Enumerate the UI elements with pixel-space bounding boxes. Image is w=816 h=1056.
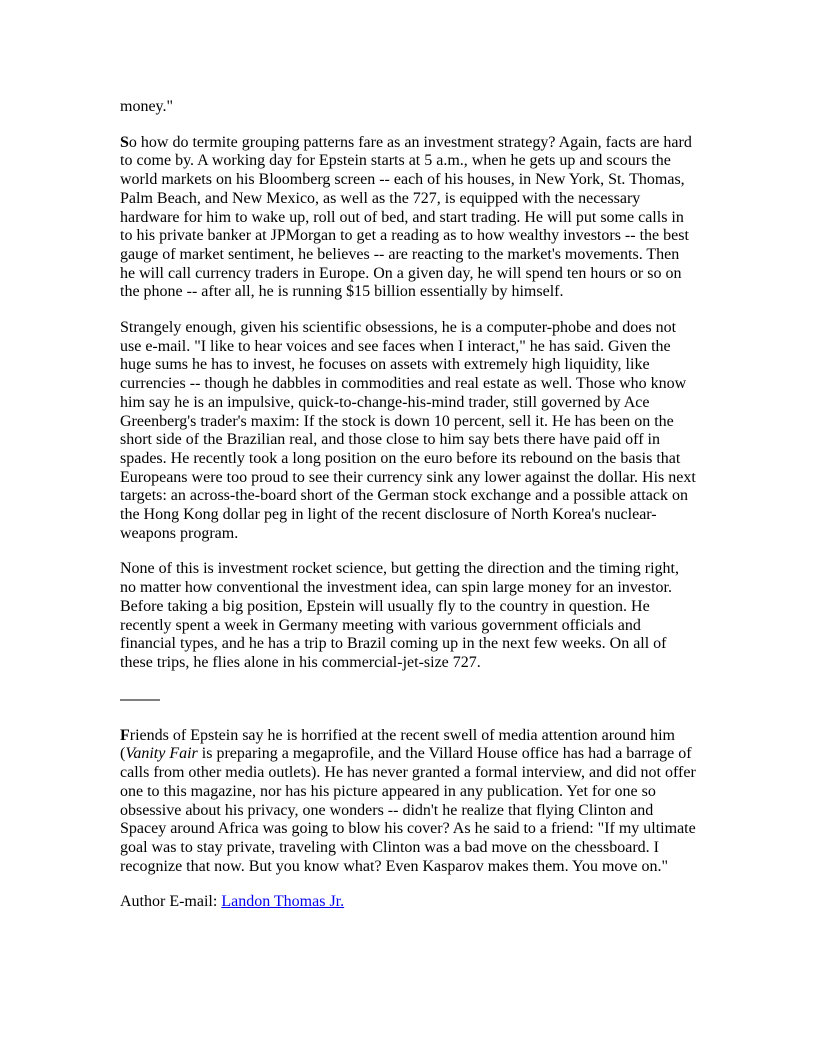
- paragraph-text: Strangely enough, given his scientific obsessions, he is a computer-phobe and does not use e-mail. "I like to hear voices and see faces when I interact," he has said. Given the huge sums he has to invest, he focuses on assets with extremely high liquidity, like currencies -- though he dabbles in commodities and real estate as well. Those who know him say he is an impulsive, quick-to-change-his-mind trader, still governed by Ace Greenberg's trader's maxim: If the stock is down 10 percent, sell it. He has been on the short side of the Brazilian real, and those close to him say bets there have paid off in spades. He recently took a long position on the euro before its rebound on the basis that Europeans were too proud to see their currency sink any lower against the dollar. His next targets: an across-the-board short of the German stock exchange and a possible attack on the Hong Kong dollar peg in light of the recent disclosure of North Korea's nuclear-weapons program.: [120, 319, 696, 542]
- continuation-text: money.": [120, 98, 174, 115]
- paragraph-continuation: [120, 98, 696, 117]
- lead-capital: F: [120, 726, 130, 744]
- paragraph-trading-day: [120, 134, 696, 302]
- author-email-link[interactable]: Landon Thomas Jr.: [221, 893, 345, 911]
- author-email-line: [120, 893, 696, 912]
- section-divider: [120, 699, 160, 701]
- paragraph-none-of-this: [120, 560, 696, 672]
- paragraph-text: is preparing a megaprofile, and the Villard House office has had a barrage of calls from other media outlets). He has never granted a formal interview, and did not offer one to this magazine, nor has his picture appeared in any publication. Yet for one so obsessive about his privacy, one wonders -- didn't he realize that flying Clinton and Spacey around Africa was going to blow his cover? As he said to a friend: "If my ultimate goal was to stay private, traveling with Clinton was a bad move on the chessboard. I recognize that now. But you know what? Even Kasparov makes them. You move on.": [120, 745, 696, 875]
- paragraph-text: riends of Epstein say he is horrified at the recent swell of media attention around him (: [120, 726, 675, 763]
- author-email-label: Author E-mail:: [120, 893, 222, 911]
- magazine-title-italic: Vanity Fair: [125, 745, 198, 763]
- paragraph-friends: [120, 727, 696, 877]
- paragraph-text: o how do termite grouping patterns fare as an investment strategy? Again, facts are hard to come by. A working day for Epstein starts at 5 a.m., when he gets up and scours the world markets on his Bloomberg screen -- each of his houses, in New York, St. Thomas, Palm Beach, and New Mexico, as well as the 727, is equipped with the necessary hardware for him to wake up, roll out of bed, and start trading. He will put some calls in to his private banker at JPMorgan to get a reading as to how wealthy investors -- the best gauge of market sentiment, he believes -- are reacting to the market's movements. Then he will call currency traders in Europe. On a given day, he will spend ten hours or so on the phone -- after all, he is running $15 billion essentially by himself.: [120, 133, 692, 301]
- paragraph-strangely: [120, 319, 696, 543]
- paragraph-text: None of this is investment rocket science, but getting the direction and the timing right, no matter how conventional the investment idea, can spin large money for an investor. Before taking a big position, Epstein will usually fly to the country in question. He recently spent a week in Germany meeting with various government officials and financial types, and he has a trip to Brazil coming up in the next few weeks. On all of these trips, he flies alone in his commercial-jet-size 727.: [120, 560, 679, 671]
- article-text-column: [120, 0, 696, 929]
- lead-capital: S: [120, 133, 129, 151]
